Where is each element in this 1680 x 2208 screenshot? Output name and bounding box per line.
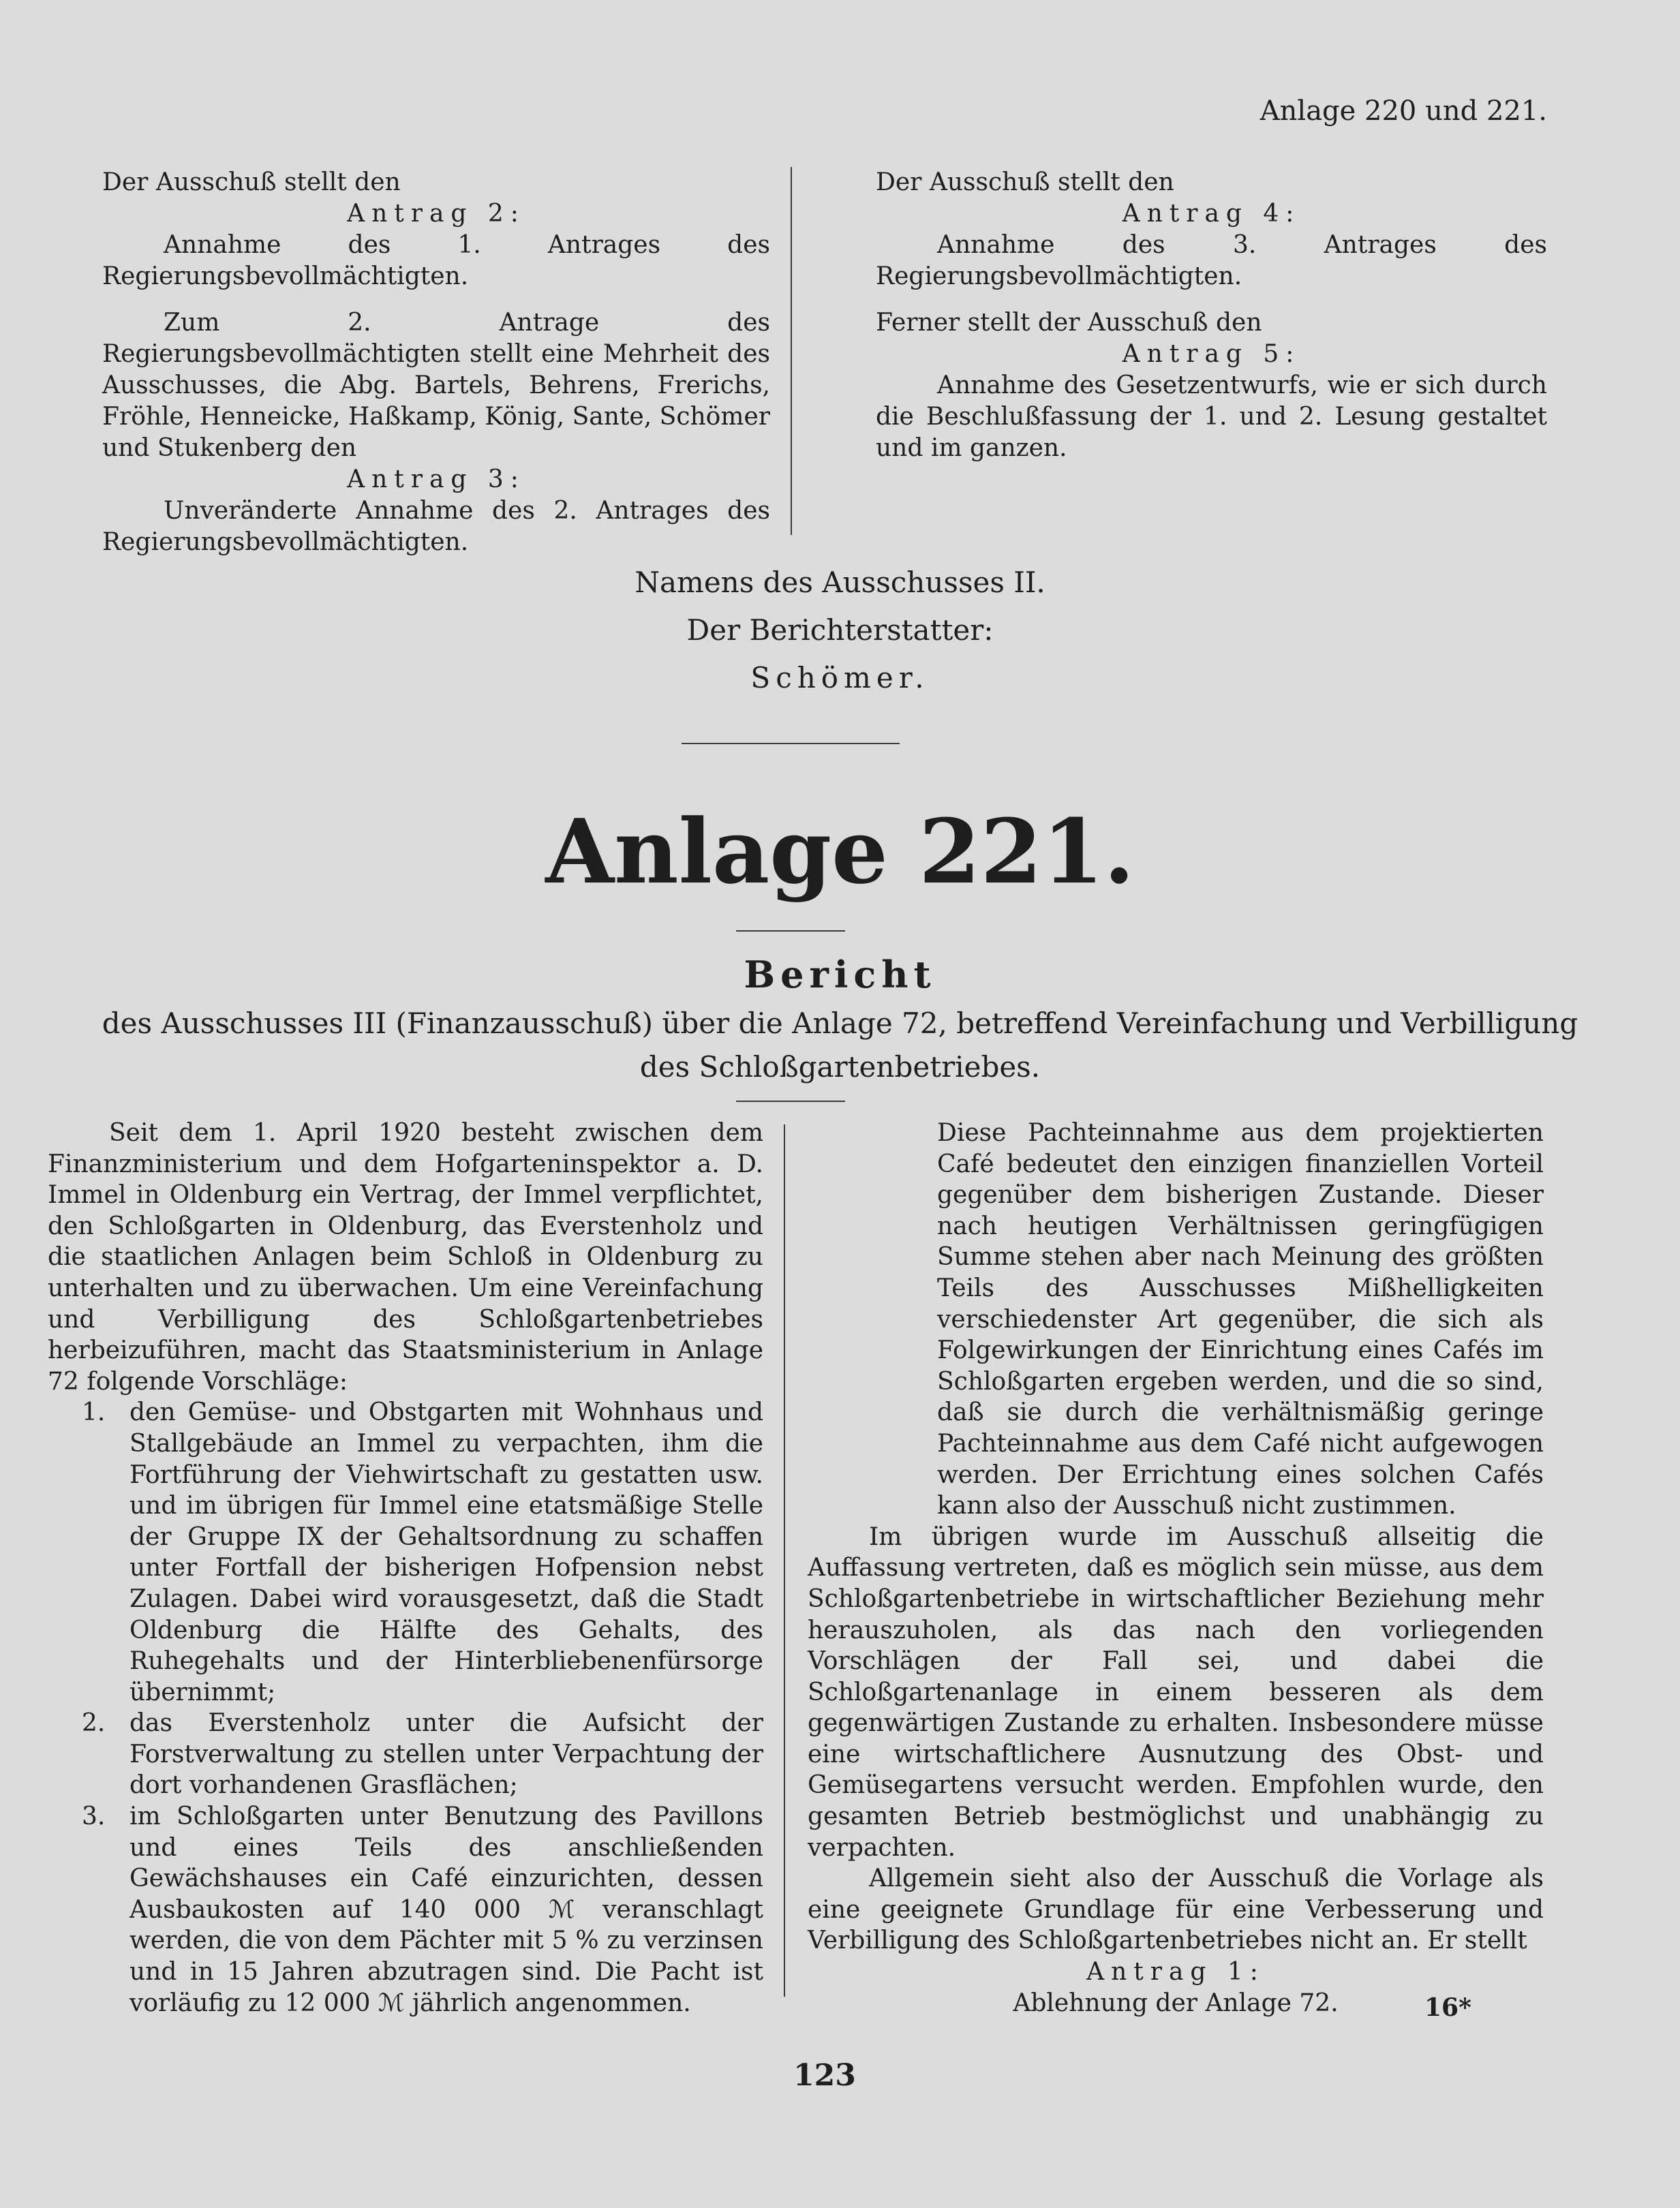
proposal-item <box>82 1397 763 1708</box>
proposal-number: 2. <box>82 1709 106 1738</box>
antrag-1-text: Ablehnung der Anlage 72. <box>1013 1989 1339 2017</box>
running-header: Anlage 220 und 221. <box>1259 95 1547 127</box>
proposal-number: 1. <box>82 1398 106 1427</box>
rapporteur-label: Der Berichterstatter: <box>686 613 994 647</box>
antrag-3-label: Antrag 3: <box>347 465 525 493</box>
antrag-4-text: Annahme des 3. Antrages des Regierungsbevollmächtigten. <box>876 231 1547 290</box>
antrag-5-label: Antrag 5: <box>1122 340 1301 368</box>
antrag-2-text: Annahme des 1. Antrages des Regierungsbevollmächtigten. <box>102 231 770 290</box>
top-right-paragraph: Ferner stellt der Ausschuß den <box>876 309 1262 337</box>
main-right-column <box>808 1118 1544 2019</box>
proposal-number: 3. <box>82 1803 106 1831</box>
top-column-divider <box>791 167 792 535</box>
proposal-item <box>82 1801 763 2019</box>
antrag-1-label: Antrag 1: <box>1086 1958 1265 1987</box>
page-number: 123 <box>793 2058 856 2093</box>
proposals-list <box>48 1397 763 2019</box>
antrag-5-text: Annahme des Gesetzentwurfs, wie er sich durch die Beschlußfassung der 1. und 2. Lesung gestaltet und im ganzen. <box>876 371 1547 462</box>
conclusion-paragraph: Allgemein sieht also der Ausschuß die Vorlage als eine geeignete Grundlage für eine Verbesserung und Verbilligung des Schloßgartenbetriebes nicht an. Er stellt <box>808 1865 1544 1955</box>
title-rule <box>736 930 845 932</box>
proposal-text: das Everstenholz unter die Aufsicht der Forstverwaltung zu stellen unter Verpachtung der dort vorhandenen Grasflächen; <box>129 1709 763 1800</box>
proposal-text: im Schloßgarten unter Benutzung des Pavillons und eines Teils des anschließenden Gewächshauses ein Café einzurichten, dessen Ausbaukosten auf 140 000 ℳ veranschlagt werden, die von dem Pächter mit 5 % zu verzinsen und in 15 Jahren abzutragen sind. Die Pacht ist vorläufig zu 12 000 ℳ jährlich angenommen. <box>129 1803 763 2017</box>
signature-block <box>0 559 1680 702</box>
intro-paragraph: Seit dem 1. April 1920 besteht zwischen dem Finanzministerium und dem Hofgarteninspektor a. D. Immel in Oldenburg ein Vertrag, der Immel verpflichtet, den Schloßgarten in Oldenburg, das Everstenholz und die staatlichen Anlagen beim Schloß in Oldenburg zu unterhalten und zu überwachen. Um eine Vereinfachung und Verbilligung des Schloßgartenbetriebes herbeizuführen, macht das Staatsministerium in Anlage 72 folgende Vorschläge: <box>48 1119 763 1396</box>
separator-rule <box>682 743 900 744</box>
report-subtitle <box>0 1002 1680 1089</box>
committee-name: Namens des Ausschusses II. <box>635 566 1045 599</box>
signature-mark: 16* <box>1424 1993 1471 2022</box>
cafe-paragraph: Diese Pachteinnahme aus dem projektierten Café bedeutet den einzigen finanziellen Vorteil gegenüber dem bisherigen Zustande. Dieser nach heutigen Verhältnissen geringfügigen Summe stehen aber nach Meinung des größten Teils des Ausschusses Mißhelligkeiten verschiedenster Art gegenüber, die sich als Folgewirkungen der Einrichtung eines Cafés im Schloßgarten ergeben werden, und die so sind, daß sie durch die verhältnismäßig geringe Pachteinnahme aus dem Café nicht aufgewogen werden. Der Errichtung eines solchen Cafés kann also der Ausschuß nicht zustimmen. <box>937 1119 1544 1520</box>
proposal-text: den Gemüse- und Obstgarten mit Wohnhaus und Stallgebäude an Immel zu verpachten, ihm die Fortführung der Viehwirtschaft zu gestatten usw. und im übrigen für Immel eine etatsmäßige Stelle der Gruppe IX der Gehaltsordnung zu schaffen unter Fortfall der bisherigen Hofpension nebst Zulagen. Dabei wird vorausgesetzt, daß die Stadt Oldenburg die Hälfte des Gehalts, des Ruhegehalts und der Hinterbliebenenfürsorge übernimmt; <box>129 1398 763 1706</box>
antrag-4-label: Antrag 4: <box>1122 200 1301 228</box>
report-subtitle-line-2: des Schloßgartenbetriebes. <box>639 1050 1041 1084</box>
subtitle-rule <box>736 1101 845 1102</box>
main-column-divider <box>784 1124 785 1997</box>
proposal-item <box>82 1708 763 1801</box>
antrag-3-text: Unveränderte Annahme des 2. Antrages des Regierungsbevollmächtigten. <box>102 497 770 556</box>
anlage-title: Anlage 221. <box>545 799 1135 904</box>
antrag-2-label: Antrag 2: <box>347 200 525 228</box>
opinion-paragraph: Im übrigen wurde im Ausschuß allseitig die Auffassung vertreten, daß es möglich sein müsse, aus dem Schloßgartenbetriebe in wirtschaftlicher Beziehung mehr herauszuholen, als das nach den vorliegenden Vorschlägen der Fall sei, und dabei die Schloßgartenanlage in einem besseren als dem gegenwärtigen Zustande zu erhalten. Insbesondere müsse eine wirtschaftlichere Ausnutzung des Obst- und Gemüsegartens versucht werden. Empfohlen wurde, den gesamten Betrieb bestmöglichst und unabhängig zu verpachten. <box>808 1522 1544 1862</box>
top-right-intro: Der Ausschuß stellt den <box>876 168 1174 196</box>
rapporteur-name: Schömer. <box>750 661 930 694</box>
main-left-column <box>48 1118 763 2019</box>
report-subtitle-line-1: des Ausschusses III (Finanzausschuß) über die Anlage 72, betreffend Vereinfachung und Verbilligung <box>102 1007 1578 1040</box>
top-left-paragraph: Zum 2. Antrage des Regierungsbevollmächtigten stellt eine Mehrheit des Ausschusses, die Abg. Bartels, Behrens, Frerichs, Fröhle, Henneicke, Haßkamp, König, Sante, Schömer und Stukenberg den <box>102 309 770 462</box>
top-right-column <box>876 167 1547 464</box>
top-left-intro: Der Ausschuß stellt den <box>102 168 401 196</box>
top-left-column <box>102 167 770 558</box>
bericht-heading: Bericht <box>744 953 936 996</box>
